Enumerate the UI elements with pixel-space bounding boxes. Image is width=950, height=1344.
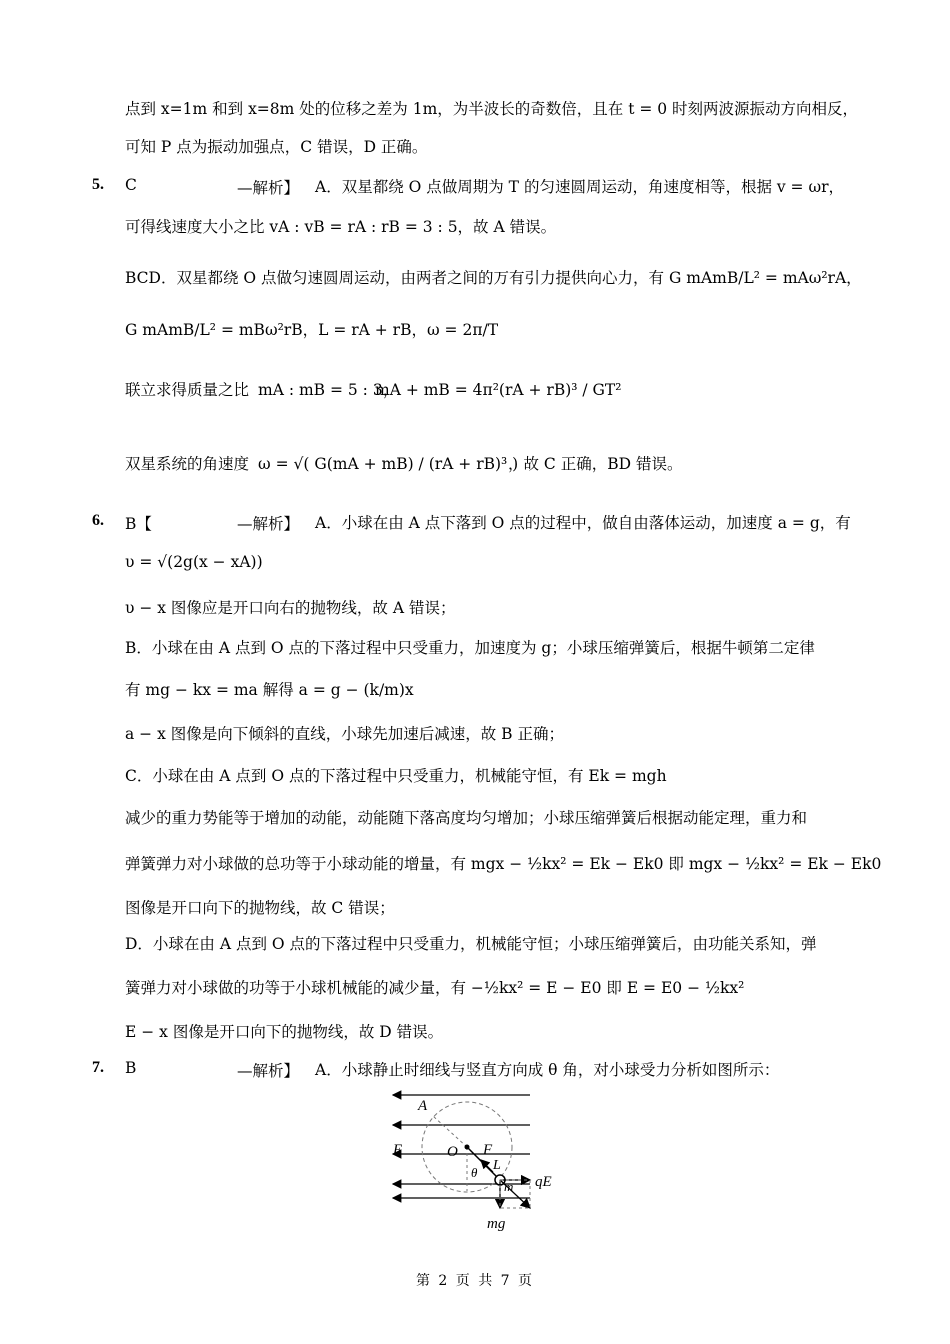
- radius-OA: [433, 1116, 467, 1147]
- question-number: 6.: [92, 512, 104, 529]
- text-line: D．小球在由 A 点到 O 点的下落过程中只受重力，机械能守恒；小球压缩弹簧后，由功能关系知，弹: [125, 935, 817, 953]
- formula: ω = √( G(mA + mB) / (rA + rB)³ ): [258, 455, 519, 473]
- question-number: 7.: [92, 1059, 104, 1076]
- text-line: 可知 P 点为振动加强点，C 错误，D 正确。: [125, 138, 428, 156]
- text-line: A．小球在由 A 点下落到 O 点的过程中，做自由落体运动，加速度 a = g，有: [315, 514, 851, 532]
- label-theta: θ: [471, 1165, 478, 1180]
- analysis-tag: —解析】: [237, 179, 300, 197]
- label-L: L: [493, 1158, 501, 1173]
- formula: mA + mB = 4π²(rA + rB)³ / GT²: [375, 381, 622, 399]
- label-m: m: [504, 1179, 514, 1194]
- force-F: [481, 1160, 493, 1172]
- text-line: 双星系统的角速度: [125, 455, 250, 473]
- analysis-tag: —解析】: [237, 515, 300, 533]
- question-number: 5.: [92, 176, 104, 193]
- label-E: E: [393, 1142, 403, 1158]
- text-line: C．小球在由 A 点到 O 点的下落过程中只受重力，机械能守恒，有 Ek = mgh: [125, 767, 667, 785]
- formula: υ = √(2g(x − xA)): [125, 553, 263, 571]
- text-line: B．小球在由 A 点到 O 点的下落过程中只受重力，加速度为 g；小球压缩弹簧后，根据牛顿第二定律: [125, 639, 815, 657]
- analysis-tag: —解析】: [237, 1062, 300, 1080]
- label-A: A: [418, 1098, 428, 1114]
- text-line: 有 mg − kx = ma 解得 a = g − (k/m)x: [125, 681, 414, 699]
- text-line: G mAmB/L² = mBω²rB，L = rA + rB，ω = 2π/T: [125, 321, 499, 339]
- label-O: O: [447, 1144, 458, 1160]
- text-line: BCD．双星都绕 O 点做匀速圆周运动，由两者之间的万有引力提供向心力，有 G mAmB/L² = mAω²rA，: [125, 269, 862, 287]
- text-line: 点到 x=1m 和到 x=8m 处的位移之差为 1m，为半波长的奇数倍，且在 t = 0 时刻两波源振动方向相反，: [125, 100, 859, 118]
- label-mg: mg: [487, 1216, 506, 1232]
- text-line: 簧弹力对小球做的功等于小球机械能的减少量，有 −½kx² = E − E0 即 E = E0 − ½kx²: [125, 979, 745, 997]
- point-O: [465, 1145, 470, 1150]
- text-line: a − x 图像是向下倾斜的直线，小球先加速后减速，故 B 正确；: [125, 725, 564, 743]
- page-footer: 第 2 页 共 7 页: [415, 1273, 535, 1289]
- answer-letter: C: [125, 176, 137, 194]
- text-line: 联立求得质量之比: [125, 381, 250, 399]
- text-line: 减少的重力势能等于增加的动能，动能随下落高度均匀增加；小球压缩弹簧后根据动能定理，重力和: [125, 809, 808, 827]
- force-diagram: [385, 1088, 565, 1238]
- answer-letter: B【: [125, 515, 152, 533]
- text-line: A．小球静止时细线与竖直方向成 θ 角，对小球受力分析如图所示：: [315, 1061, 780, 1079]
- formula: mA : mB = 5 : 3，: [258, 381, 399, 399]
- text-line: ，故 C 正确，BD 错误。: [508, 455, 683, 473]
- text-line: 可得线速度大小之比 vA : vB = rA : rB = 3 : 5，故 A 错误。: [125, 218, 557, 236]
- text-line: A．双星都绕 O 点做周期为 T 的匀速圆周运动，角速度相等，根据 v = ωr，: [315, 178, 845, 196]
- label-F: F: [483, 1142, 493, 1158]
- label-qE: qE: [535, 1174, 552, 1190]
- text-line: 图像是开口向下的抛物线，故 C 错误；: [125, 899, 395, 917]
- answer-letter: B: [125, 1059, 137, 1077]
- text-line: E − x 图像是开口向下的抛物线，故 D 错误。: [125, 1023, 444, 1041]
- text-line: 弹簧弹力对小球做的总功等于小球动能的增量，有 mgx − ½kx² = Ek − Ek0 即 mgx − ½kx² = Ek − Ek0: [125, 855, 882, 873]
- text-line: υ − x 图像应是开口向右的抛物线，故 A 错误；: [125, 599, 456, 617]
